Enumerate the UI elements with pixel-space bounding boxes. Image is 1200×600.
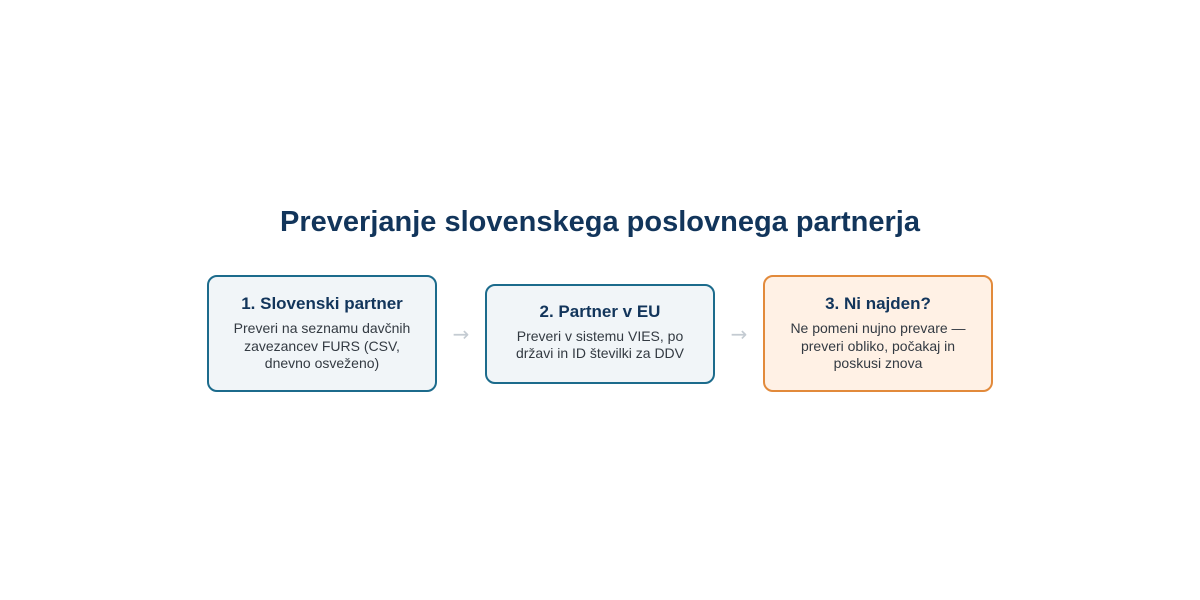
step-description: Preveri na seznamu davčnih zavezancev FURS (CSV, dnevno osveženo) [233,320,411,371]
step-description: Preveri v sistemu VIES, po državi in ID številki za DDV [515,327,685,361]
step-card-eu-partner [485,284,715,384]
page-title: Preverjanje slovenskega poslovnega partnerja [280,206,920,238]
step-title: 3. Ni najden? [825,294,931,313]
step-title: 2. Partner v EU [539,301,661,321]
arrow-right-icon: → [730,321,748,346]
arrow-right-icon: → [452,321,470,346]
step-title: 1. Slovenski partner [241,294,403,313]
process-flow [207,275,993,392]
step-description: Ne pomeni nujno prevare — preveri obliko, počakaj in poskusi znova [790,320,966,371]
step-card-slovenian-partner [207,275,437,392]
step-card-not-found [763,275,993,392]
